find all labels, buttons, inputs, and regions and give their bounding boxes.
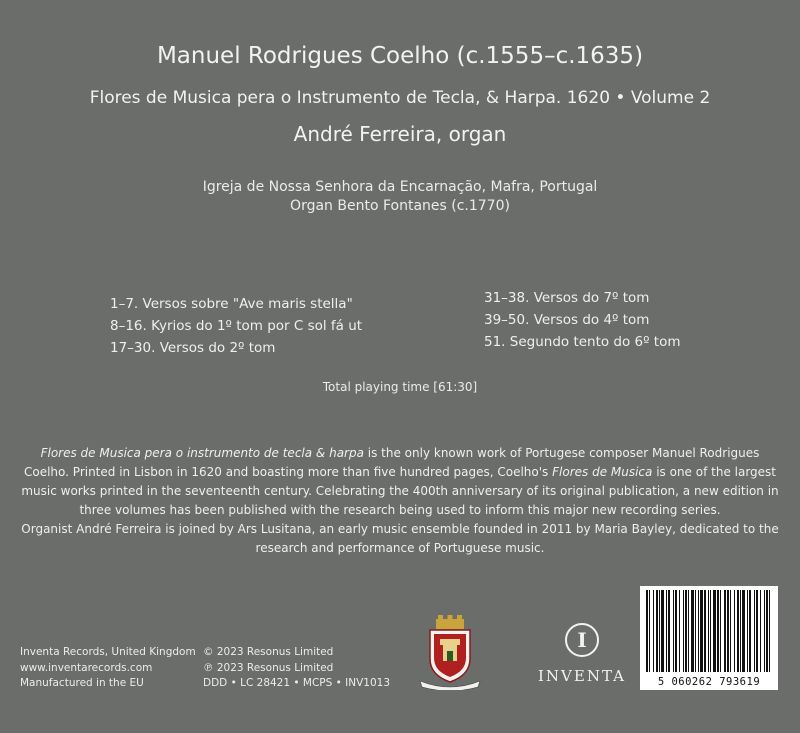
description-text: is the only known work of Portugese composer Manuel Rodrigues Coelho. Printed in Lisbon in 1620 and boasting more than five hundred pages, Coelho's (23, 446, 760, 479)
work-title-italic-short: Flores de Musica (552, 465, 653, 479)
inventa-logo (530, 623, 634, 685)
track-list-left (110, 293, 362, 359)
track-item: 1–7. Versos sobre "Ave maris stella" (110, 296, 353, 312)
barcode-number: 5 060262 793619 (657, 676, 761, 688)
municipal-crest-icon (416, 615, 484, 690)
label-info (20, 645, 196, 692)
title-block (0, 40, 800, 147)
phonogram-line: ℗ 2023 Resonus Limited (203, 661, 334, 674)
label-website: www.inventarecords.com (20, 661, 153, 674)
description-paragraph-2: Organist André Ferreira is joined by Ars Lusitana, an early music ensemble founded in 2011 by Maria Bayley, dedicated to the research and performance of Portuguese music. (21, 522, 779, 555)
total-playing-time: Total playing time [61:30] (322, 380, 478, 394)
inventa-wordmark: INVENTA (538, 667, 626, 685)
venue-info (0, 178, 800, 216)
barcode-bars-icon (644, 590, 774, 672)
venue-organ: Organ Bento Fontanes (c.1770) (290, 198, 510, 214)
venue-church: Igreja de Nossa Senhora da Encarnação, Mafra, Portugal (202, 179, 598, 195)
label-name: Inventa Records, United Kingdom (20, 646, 196, 658)
manufacture-note: Manufactured in the EU (20, 677, 144, 689)
track-item: 17–30. Versos do 2º tom (110, 340, 276, 356)
composer-title: Manuel Rodrigues Coelho (c.1555–c.1635) (156, 43, 644, 69)
description-text-continued: is one of the largest music works printed in the seventeenth century. Celebrating the 400th anniversary of its original publication, a new edition in three volumes has been published with the research being used to inform this major new recording series. (21, 465, 779, 517)
barcode (640, 586, 778, 690)
track-list-right (484, 287, 681, 353)
track-item: 31–38. Versos do 7º tom (484, 290, 650, 306)
inventa-mark-icon: I (565, 623, 599, 657)
track-item: 8–16. Kyrios do 1º tom por C sol fá ut (110, 318, 363, 334)
track-item: 51. Segundo tento do 6º tom (484, 334, 681, 350)
description (20, 444, 780, 558)
copyright-info (203, 645, 390, 692)
catalog-line: DDD • LC 28421 • MCPS • INV1013 (203, 677, 391, 689)
description-paragraph-1 (20, 444, 780, 520)
performer-name: André Ferreira, organ (293, 122, 507, 146)
copyright-line: © 2023 Resonus Limited (203, 646, 334, 658)
track-item: 39–50. Versos do 4º tom (484, 312, 650, 328)
work-title: Flores de Musica pera o Instrumento de Tecla, & Harpa. 1620 • Volume 2 (89, 88, 711, 108)
work-title-italic: Flores de Musica pera o instrumento de tecla & harpa (40, 446, 364, 460)
